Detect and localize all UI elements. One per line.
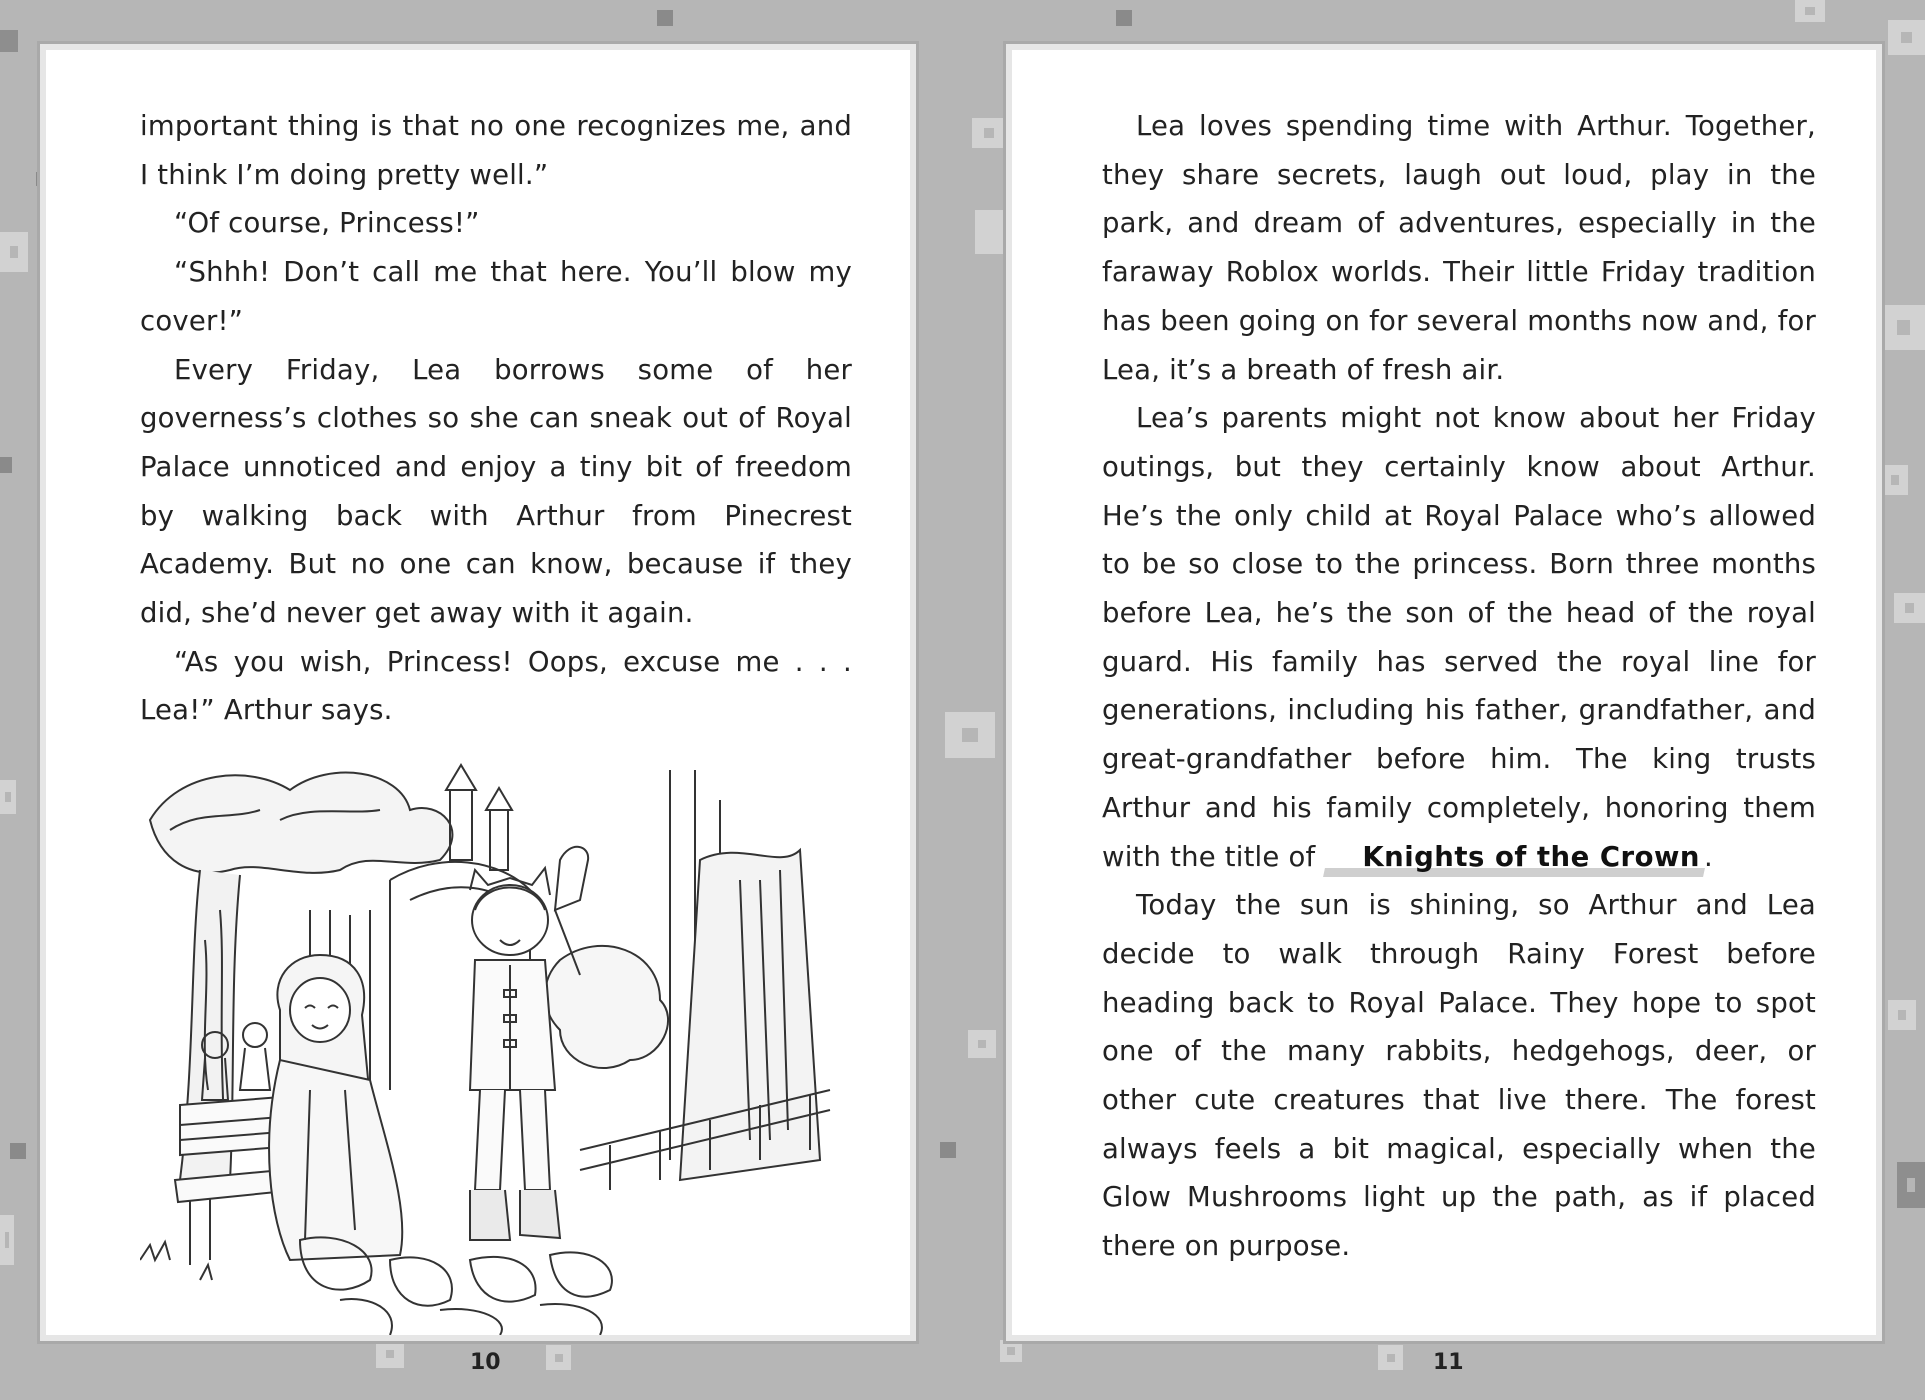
paragraph: Every Friday, Lea borrows some of her governess’s clothes so she can sneak out of Royal Palace unnoticed and enjoy a tiny bit of freedom by walking back with Arthur from Pinecrest Academy. But no one can know, because if they did, she’d never get away with it again. <box>140 353 852 630</box>
decor-square <box>972 118 1006 148</box>
left-page <box>46 50 910 1335</box>
paragraph: “As you wish, Princess! Oops, excuse me . . . Lea!” Arthur says. <box>140 645 852 727</box>
decor-square <box>0 457 12 473</box>
paragraph: “Shhh! Don’t call me that here. You’ll blow my cover!” <box>140 256 852 337</box>
right-page <box>1012 50 1876 1335</box>
decor-square <box>945 712 995 758</box>
decor-square <box>546 1345 571 1370</box>
decor-square <box>1116 10 1132 26</box>
paragraph: important thing is that no one recognizes me, and I think I’m doing pretty well.” <box>140 110 852 191</box>
left-page-text <box>140 102 852 735</box>
highlighted-keyword: Knights of the Crown <box>1324 833 1704 882</box>
decor-square <box>657 10 673 26</box>
paragraph: Lea loves spending time with Arthur. Together, they share secrets, laugh out loud, play in the park, and dream of adventures, especially in the faraway Roblox worlds. Their little Friday tradition has been going on for several months now and, for Lea, it’s a breath of fresh air. <box>1102 110 1816 386</box>
decor-square <box>10 1143 26 1159</box>
paragraph <box>1102 394 1816 881</box>
paragraph-text-end: . <box>1703 840 1713 873</box>
decor-square <box>376 1340 404 1368</box>
page-number: 11 <box>1433 1350 1464 1375</box>
right-page-text <box>1102 102 1816 1271</box>
decor-square <box>0 1215 14 1265</box>
decor-square <box>940 1142 956 1158</box>
decor-square <box>968 1030 996 1058</box>
decor-square <box>0 232 28 272</box>
paragraph: “Of course, Princess!” <box>174 207 480 240</box>
decor-square <box>975 210 1011 254</box>
decor-square <box>1378 1345 1403 1370</box>
decor-square <box>1795 0 1825 22</box>
decor-square <box>1888 1000 1916 1030</box>
paragraph: Today the sun is shining, so Arthur and Lea decide to walk through Rainy Forest before heading back to Royal Palace. They hope to spot one of the many rabbits, hedgehogs, deer, or other cute creatures that live there. The forest always feels a bit magical, especially when the Glow Mushrooms light up the path, as if placed there on purpose. <box>1102 889 1816 1263</box>
decor-square <box>1882 465 1908 495</box>
paragraph-text: Lea’s parents might not know about her Friday outings, but they certainly know about Arthur. He’s the only child at Royal Palace who’s allowed to be so close to the princess. Born three months before Lea, he’s the son of the head of the royal guard. His family has served the royal line for generations, including his father, grandfather, and great-grandfather before him. The king trusts Arthur and his family completely, honoring them with the title of <box>1102 402 1816 873</box>
decor-square <box>0 780 16 814</box>
park-bench-illustration <box>140 760 844 1335</box>
decor-square <box>1888 20 1925 55</box>
decor-square <box>0 30 18 52</box>
page-number: 10 <box>470 1350 501 1375</box>
decor-square <box>1882 305 1925 350</box>
decor-square <box>1000 1340 1022 1362</box>
decor-square <box>1897 1162 1925 1208</box>
decor-square <box>1894 593 1925 623</box>
